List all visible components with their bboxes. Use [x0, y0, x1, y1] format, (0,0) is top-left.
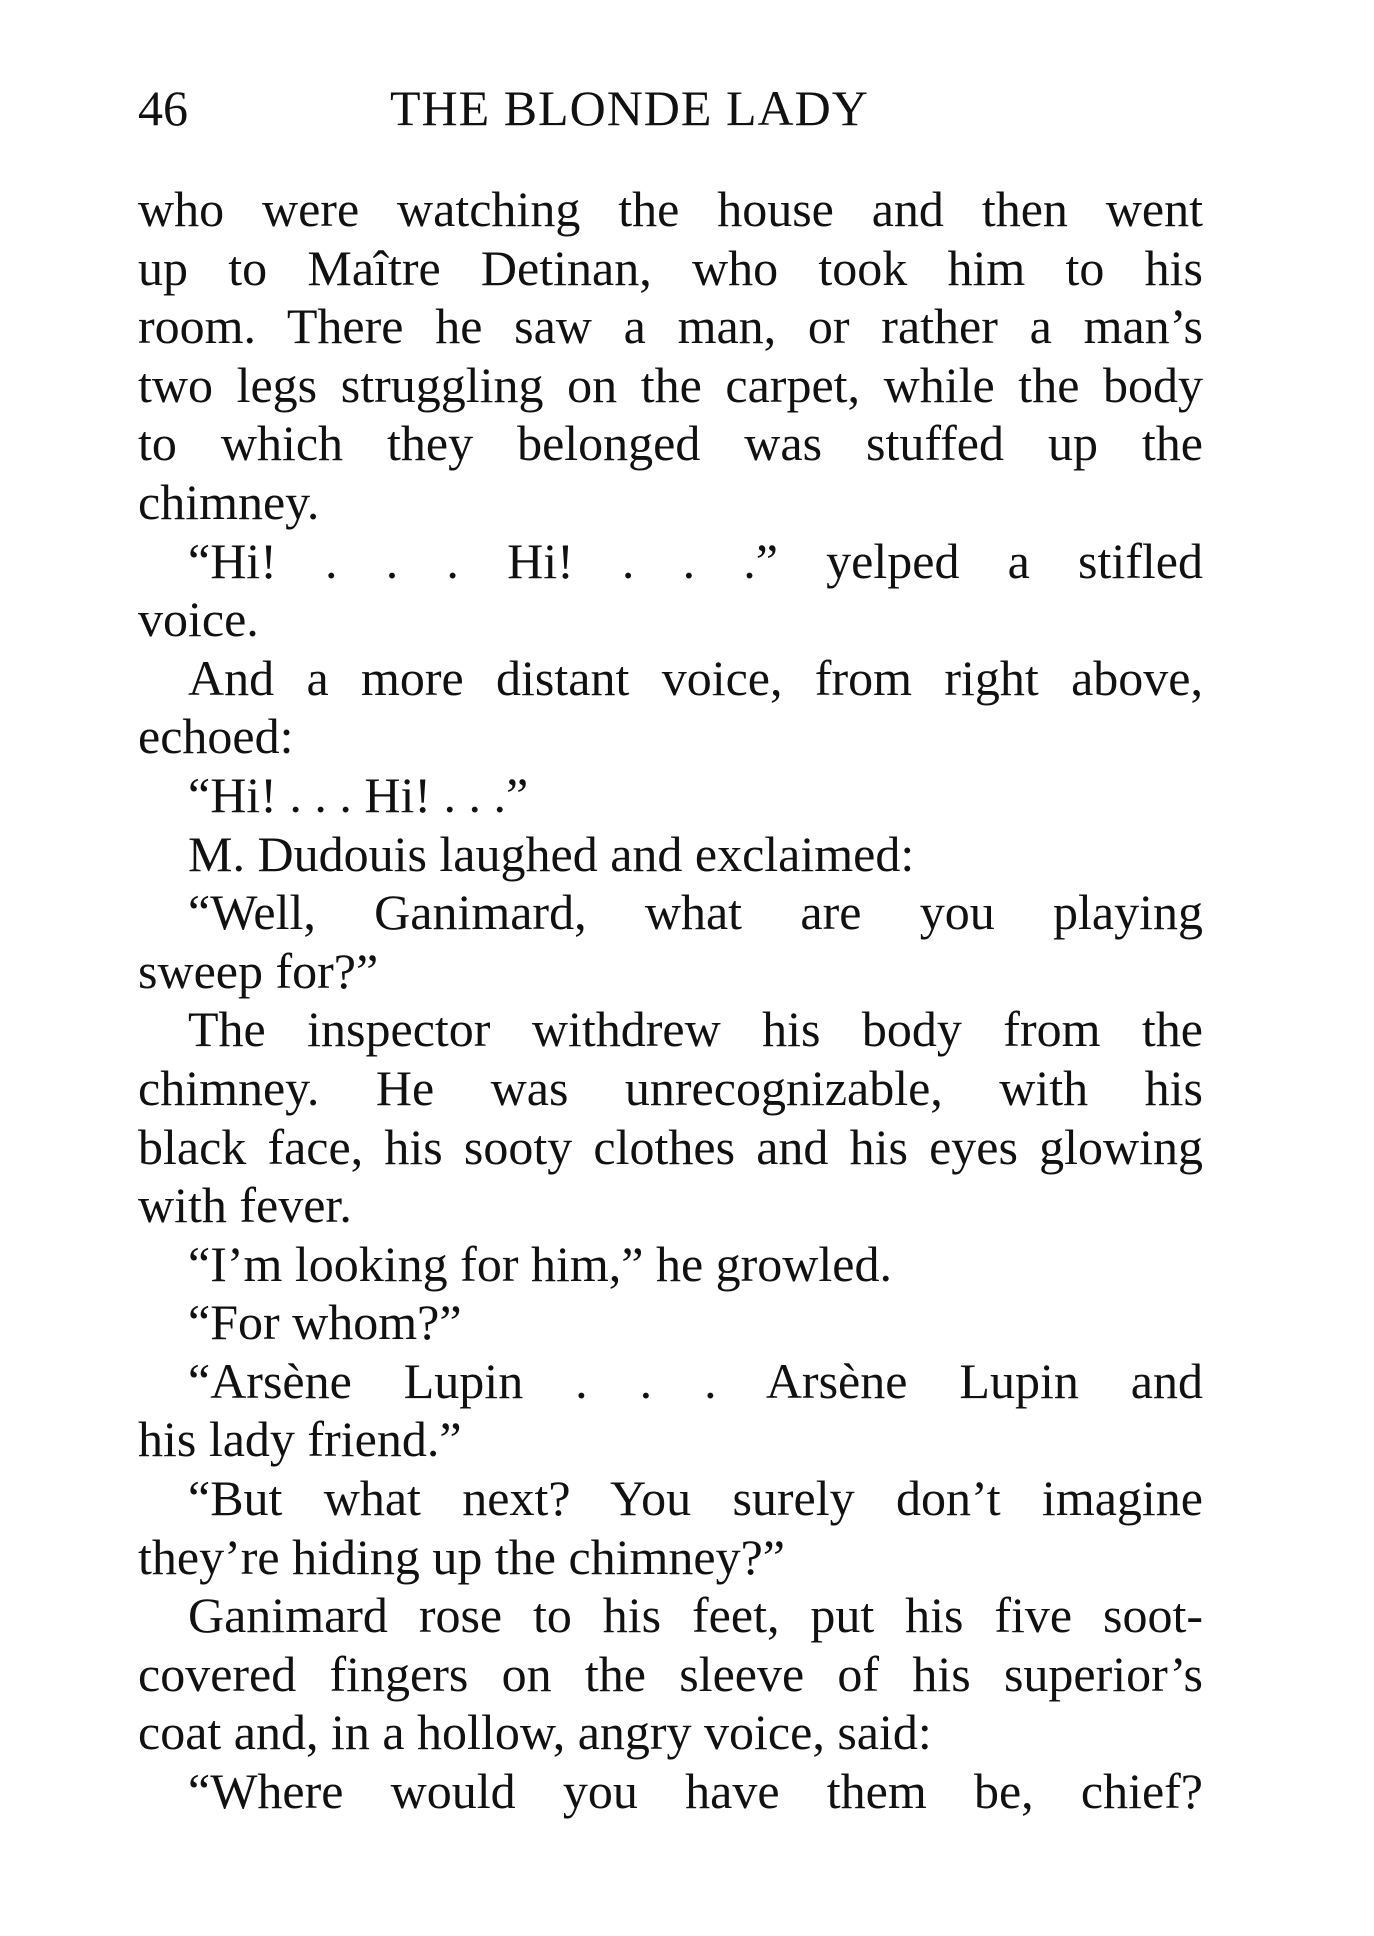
text-line: “Hi! . . . Hi! . . .”: [188, 766, 529, 823]
running-head: [138, 78, 1203, 138]
text-line: sweep for?”: [138, 942, 379, 999]
text-line: “Where would you have them be, chief?: [188, 1763, 1203, 1820]
text-line: “Well, Ganimard, what are you playing: [188, 884, 1203, 941]
text-line: coat and, in a hollow, angry voice, said:: [138, 1704, 932, 1761]
text-line: chimney. He was unrecognizable, with his: [138, 1059, 1203, 1116]
body-text: [138, 180, 1203, 1821]
text-line: chimney.: [138, 473, 320, 530]
text-line: who were watching the house and then went: [138, 181, 1203, 237]
running-title: THE BLONDE LADY: [390, 80, 869, 136]
text-line: “Arsène Lupin . . . Arsène Lupin and: [188, 1352, 1203, 1409]
text-line: they’re hiding up the chimney?”: [138, 1528, 785, 1585]
text-line: black face, his sooty clothes and his eyes glowing: [138, 1118, 1203, 1175]
text-line: The inspector withdrew his body from the: [188, 1001, 1203, 1058]
text-line: with fever.: [138, 1177, 352, 1234]
page-number: 46: [138, 80, 188, 136]
text-line: covered fingers on the sleeve of his superior’s: [138, 1645, 1203, 1702]
text-line: voice.: [138, 591, 259, 648]
text-line: room. There he saw a man, or rather a man’s: [138, 298, 1203, 355]
text-line: his lady friend.”: [138, 1411, 462, 1468]
text-line: two legs struggling on the carpet, while the body: [138, 356, 1203, 413]
text-line: Ganimard rose to his feet, put his five soot-: [188, 1587, 1203, 1644]
text-line: “For whom?”: [188, 1294, 462, 1351]
text-line: up to Maître Detinan, who took him to his: [138, 239, 1203, 296]
text-line: And a more distant voice, from right above,: [188, 649, 1203, 706]
text-line: echoed:: [138, 708, 294, 765]
text-line: “Hi! . . . Hi! . . .” yelped a stifled: [188, 532, 1203, 589]
text-line: to which they belonged was stuffed up the: [138, 415, 1203, 472]
text-line: “But what next? You surely don’t imagine: [188, 1470, 1203, 1527]
text-line: “I’m looking for him,” he growled.: [188, 1235, 892, 1292]
text-line: M. Dudouis laughed and exclaimed:: [188, 825, 915, 882]
